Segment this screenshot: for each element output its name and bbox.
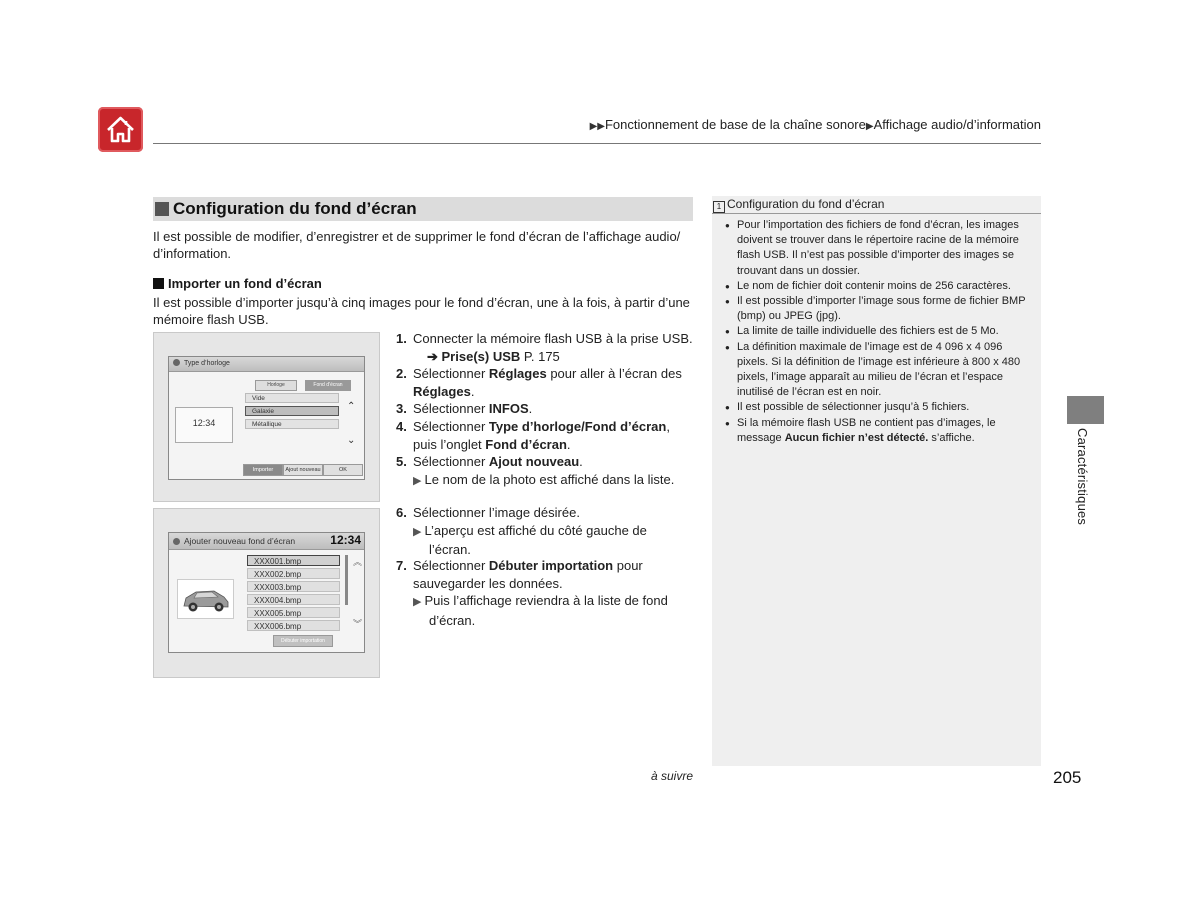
step-text: . xyxy=(566,436,571,452)
house-icon xyxy=(104,113,137,146)
step-bold: Fond d’écran xyxy=(485,436,567,452)
step-number: 3. xyxy=(396,401,407,416)
step-7 xyxy=(396,557,696,629)
note-item: ● Il est possible d’importer l’image sous forme de fichier BMP (bmp) ou JPEG (jpg). xyxy=(724,294,1034,324)
file-list-item[interactable]: XXX001.bmp xyxy=(247,555,340,566)
step-bold: Réglages xyxy=(413,383,471,399)
subheading-text: Importer un fond d’écran xyxy=(168,276,322,291)
step-text: pour xyxy=(613,558,643,573)
step-number: 7. xyxy=(396,558,407,573)
note-bold: Aucun fichier n’est détecté. xyxy=(784,431,929,444)
breadcrumb-item[interactable]: Affichage audio/d’information xyxy=(873,117,1041,132)
section-header xyxy=(153,197,693,221)
subheading xyxy=(153,276,322,291)
note-item: ● La définition maximale de l’image est de 4 096 x 4 096 pixels. Si la définition de l’image est inférieure à 800 x 480 pixels, l’image apparaît au milieu de l’écran et l’espace inutilisé de l’écran est en noir. xyxy=(724,340,1034,401)
wallpaper-option[interactable]: Vide xyxy=(245,393,339,403)
file-list-item[interactable]: XXX002.bmp xyxy=(247,568,340,579)
screenshot-add-wallpaper xyxy=(153,508,380,678)
step-text: . xyxy=(528,401,533,416)
import-button[interactable]: Importer xyxy=(243,464,283,476)
arrow-icon: ▶ xyxy=(865,121,874,132)
scrollbar[interactable] xyxy=(345,555,348,605)
step-result: Le nom de la photo est affiché dans la liste. xyxy=(424,471,675,487)
square-marker-icon xyxy=(153,278,164,289)
ok-button[interactable]: OK xyxy=(323,464,363,476)
header-divider xyxy=(153,143,1041,144)
car-image-icon xyxy=(178,580,233,618)
note-item xyxy=(724,416,1034,446)
wallpaper-option[interactable]: Métallique xyxy=(245,419,339,429)
sidebar-title-text: Configuration du fond d’écran xyxy=(727,197,885,211)
step-bold: Ajout nouveau xyxy=(488,454,580,469)
subheading-intro: Il est possible d’importer jusqu’à cinq images pour le fond d’écran, une à la fois, à partir d’une mémoire flash USB. xyxy=(153,295,690,327)
step-1 xyxy=(396,330,696,365)
note-item: ● Pour l’importation des fichiers de fond d’écran, les images doivent se trouver dans le répertoire racine de la mémoire flash USB. Il n’est pas possible d’importer des images se trouvant dans un dossier. xyxy=(724,218,1034,279)
step-number: 6. xyxy=(396,505,407,520)
step-text: . xyxy=(579,454,583,469)
section-title: Configuration du fond d’écran xyxy=(173,199,417,218)
display-screen xyxy=(168,532,365,653)
chapter-tab-marker[interactable] xyxy=(1067,396,1104,424)
sidebar-title xyxy=(712,196,1041,214)
add-new-button[interactable]: Ajout nouveau xyxy=(283,464,323,476)
reference-page: P. 175 xyxy=(520,348,560,364)
page-up-icon[interactable]: ︽ xyxy=(353,557,363,567)
result-arrow-icon: ▶ xyxy=(413,525,425,538)
result-arrow-icon: ▶ xyxy=(413,474,425,487)
step-2 xyxy=(396,365,696,400)
screenshot-clock-settings xyxy=(153,332,380,502)
screen-clock: 12:34 xyxy=(330,533,361,547)
step-text: Sélectionner l’image désirée. xyxy=(413,505,580,520)
step-text: sauvegarder les données. xyxy=(413,575,563,591)
result-arrow-icon: ▶ xyxy=(413,596,425,608)
step-result: L’aperçu est affiché du côté gauche de xyxy=(424,522,647,538)
step-bold: Type d’horloge/Fond d’écran xyxy=(488,419,667,434)
step-bold: Débuter importation xyxy=(488,558,614,573)
note-marker-icon: 1 xyxy=(713,201,725,213)
square-marker-icon xyxy=(155,202,169,216)
page-number: 205 xyxy=(1053,768,1082,787)
reference-arrow-icon: ➔ xyxy=(427,348,442,364)
page-down-icon[interactable]: ︾ xyxy=(353,619,363,629)
display-screen xyxy=(168,356,365,480)
step-number: 5. xyxy=(396,454,407,469)
note-text: s’affiche. xyxy=(928,431,975,444)
continued-label: à suivre xyxy=(651,769,694,783)
chapter-tab[interactable] xyxy=(1067,428,1104,538)
tab-clock[interactable]: Horloge xyxy=(255,380,297,391)
tab-wallpaper[interactable]: Fond d’écran xyxy=(305,380,351,391)
settings-icon xyxy=(173,359,180,366)
step-text: pour aller à l’écran des xyxy=(546,366,682,381)
double-arrow-icon: ▶▶ xyxy=(589,121,605,132)
step-6 xyxy=(396,504,696,559)
step-bold: INFOS xyxy=(488,401,529,416)
step-text: , xyxy=(666,419,670,434)
step-number: 2. xyxy=(396,366,407,381)
note-item: ● Il est possible de sélectionner jusqu’à 5 fichiers. xyxy=(724,400,1034,415)
step-text: Sélectionner xyxy=(413,401,489,416)
screen-title: Ajouter nouveau fond d’écran xyxy=(184,536,296,546)
chapter-tab-label: Caractéristiques xyxy=(1075,428,1090,526)
note-text: Si la mémoire flash USB ne contient pas d’images, le message xyxy=(737,416,996,444)
step-text: Sélectionner xyxy=(413,454,489,469)
step-text: Connecter la mémoire flash USB à la prise USB. xyxy=(413,331,693,346)
settings-icon xyxy=(173,538,180,545)
scroll-down-icon[interactable]: ⌄ xyxy=(347,435,356,446)
image-preview xyxy=(177,579,234,619)
step-result: d’écran. xyxy=(429,612,476,628)
step-text: Sélectionner xyxy=(413,558,489,573)
breadcrumb-item[interactable]: Fonctionnement de base de la chaîne sonore xyxy=(604,117,866,132)
file-list-item[interactable]: XXX005.bmp xyxy=(247,607,340,618)
note-item: ● La limite de taille individuelle des fichiers est de 5 Mo. xyxy=(724,324,1034,339)
step-number: 4. xyxy=(396,419,407,434)
step-bold: Réglages xyxy=(488,366,547,381)
home-icon[interactable] xyxy=(98,107,143,152)
screen-title: Type d’horloge xyxy=(184,360,230,367)
screen-title-bar xyxy=(169,357,364,372)
section-intro: Il est possible de modifier, d’enregistrer et de supprimer le fond d’écran de l’affichage audio/ d’information. xyxy=(153,229,681,261)
file-list-item[interactable]: XXX006.bmp xyxy=(247,620,340,631)
notes-list xyxy=(724,218,1034,446)
cross-reference[interactable] xyxy=(396,348,696,366)
screen-title-bar xyxy=(169,533,364,550)
wallpaper-option[interactable]: Galaxie xyxy=(245,406,339,416)
start-import-button[interactable]: Débuter importation xyxy=(273,635,333,647)
step-5 xyxy=(396,453,696,490)
file-list-item[interactable]: XXX004.bmp xyxy=(247,594,340,605)
breadcrumb xyxy=(590,117,1041,132)
step-number: 1. xyxy=(396,331,407,346)
file-list-item[interactable]: XXX003.bmp xyxy=(247,581,340,592)
reference-title: Prise(s) USB xyxy=(441,348,521,364)
step-text: puis l’onglet xyxy=(413,436,486,452)
step-text: Sélectionner xyxy=(413,419,489,434)
step-result: Puis l’affichage reviendra à la liste de fond xyxy=(424,593,668,608)
step-text: Sélectionner xyxy=(413,366,489,381)
step-text: . xyxy=(470,383,475,399)
step-result: l’écran. xyxy=(429,542,471,557)
scroll-up-icon[interactable]: ⌃ xyxy=(347,401,356,412)
clock-preview: 12:34 xyxy=(175,407,233,443)
step-3 xyxy=(396,400,696,418)
step-4 xyxy=(396,418,696,453)
note-item: ● Le nom de fichier doit contenir moins de 256 caractères. xyxy=(724,279,1034,294)
